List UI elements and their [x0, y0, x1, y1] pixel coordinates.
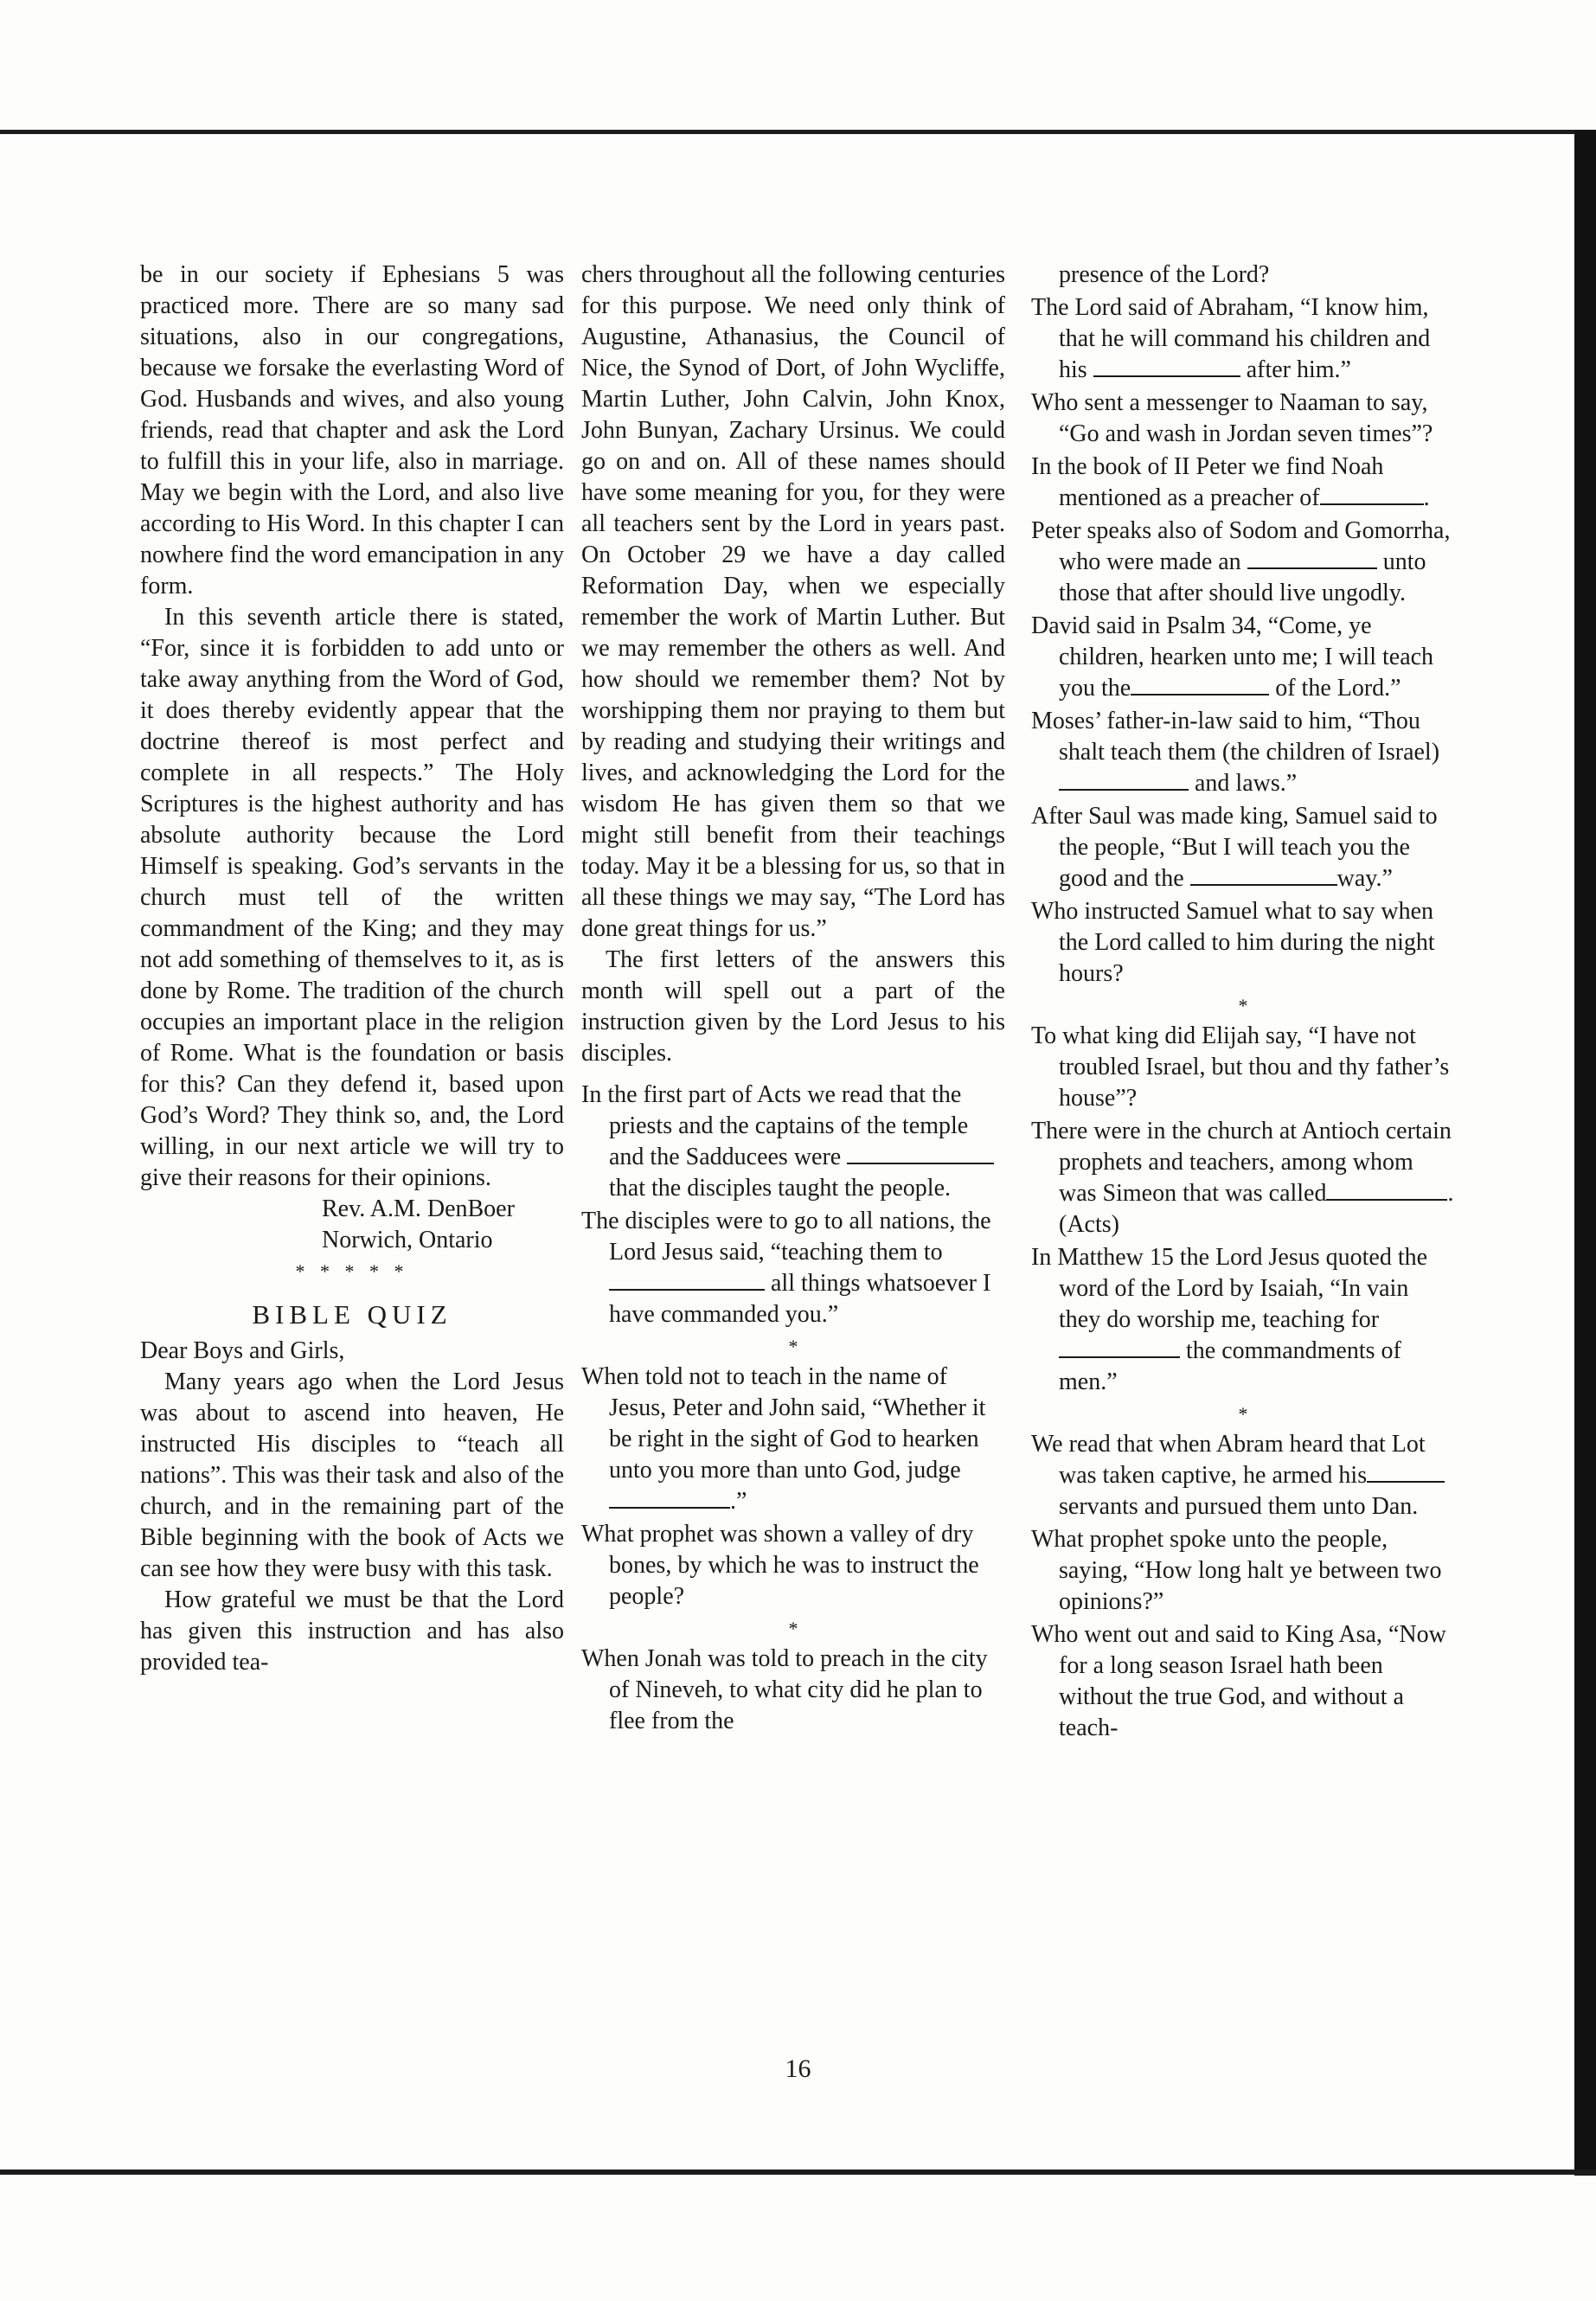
section-divider: * * * * *: [295, 1260, 409, 1282]
answer-blank: [1326, 1183, 1447, 1201]
quiz-question: When Jonah was told to preach in the city of Nineveh, to what city did he plan to flee from the: [581, 1645, 988, 1734]
column-3: [1031, 260, 1455, 1746]
quiz-question: Moses’ father-in-law said to him, “Thou shalt teach them (the children of Israel) and laws.”: [1031, 708, 1440, 797]
quiz-question: What prophet spoke unto the people, saying, “How long halt ye between two opinions?”: [1031, 1526, 1442, 1615]
quiz-question: After Saul was made king, Samuel said to the people, “But I will teach you the good and the way.”: [1031, 803, 1438, 892]
question-separator: *: [788, 1336, 798, 1357]
top-border: [0, 130, 1596, 134]
answer-blank: [609, 1491, 730, 1509]
question-separator: *: [1238, 1403, 1248, 1425]
author-name: Rev. A.M. DenBoer: [322, 1195, 515, 1222]
answer-blank: [1247, 552, 1377, 569]
quiz-question: The disciples were to go to all nations, the Lord Jesus said, “teaching them to all things whatsoever I have commanded you.”: [581, 1208, 991, 1328]
quiz-instructions: The first letters of the answers this month will spell out a part of the instruction given by the Lord Jesus to his disciples.: [581, 946, 1005, 1067]
bottom-border: [0, 2170, 1596, 2175]
quiz-intro-paragraph: How grateful we must be that the Lord has given this instruction and has also provided tea-: [140, 1586, 564, 1676]
column-1: [140, 260, 564, 1678]
question-separator: *: [1238, 995, 1248, 1016]
answer-blank: [1093, 360, 1240, 377]
quiz-question: In the book of II Peter we find Noah mentioned as a preacher of .: [1031, 453, 1430, 511]
quiz-intro-paragraph: chers throughout all the following centuries for this purpose. We need only think of Augustine, Athanasius, the Council of Nice, the Synod of Dort, of John Wycliffe, Martin Luther, John Calvin, John Knox, John Bunyan, Zachary Ursinus. We could go on and on. All of these names should have some meaning for you, for they were all teachers sent by the Lord in years past. On October 29 we have a day called Reformation Day, when we especially remember the work of Martin Luther. But we may remember the others as well. And how should we remember them? Not by worshipping them nor praying to them but by reading and studying their writings and lives, and acknowledging the Lord for the wisdom He has given them so that we might still benefit from their teachings today. May it be a blessing for us, so that in all these things we may say, “The Lord has done great things for us.”: [581, 261, 1005, 942]
right-border: [1574, 130, 1596, 2176]
quiz-question: David said in Psalm 34, “Come, ye children, hearken unto me; I will teach you the of the Lord.”: [1031, 612, 1434, 702]
answer-blank: [1131, 678, 1269, 695]
quiz-intro-paragraph: Many years ago when the Lord Jesus was about to ascend into heaven, He instructed His disciples to “teach all nations”. This was their task and also of the church, and in the remaining part of the Bible beginning with the book of Acts we can see how they were busy with this task.: [140, 1368, 564, 1582]
quiz-question: Who went out and said to King Asa, “Now for a long season Israel hath been without the true God, and without a teach-: [1031, 1621, 1446, 1741]
quiz-question: The Lord said of Abraham, “I know him, that he will command his children and his after him.”: [1031, 294, 1431, 383]
quiz-question: Who instructed Samuel what to say when the Lord called to him during the night hours?: [1031, 898, 1435, 987]
quiz-question: Who sent a messenger to Naaman to say, “Go and wash in Jordan seven times”?: [1031, 389, 1433, 447]
answer-blank: [1367, 1465, 1445, 1483]
quiz-question-continued: presence of the Lord?: [1059, 261, 1270, 288]
greeting: Dear Boys and Girls,: [140, 1337, 345, 1364]
page-number: 16: [785, 2054, 811, 2083]
article-paragraph: In this seventh article there is stated, “For, since it is forbidden to add unto or take away anything from the Word of God, it does thereby evidently appear that the doctrine thereof is most perfect and complete in all respects.” The Holy Scriptures is the highest authority and has absolute authority because the Lord Himself is speaking. God’s servants in the church must tell of the written commandment of the King; and they may not add something of themselves to it, as is done by Rome. The tradition of the church occupies an important place in the religion of Rome. What is the foundation or basis for this? Can they defend it, based upon God’s Word? They think so, and, the Lord willing, in our next article we will try to give their reasons for their opinions.: [140, 604, 564, 1191]
answer-blank: [1059, 1341, 1180, 1358]
question-separator: *: [788, 1618, 798, 1639]
article-paragraph: be in our society if Ephesians 5 was practiced more. There are so many sad situations, also in our congregations, because we forsake the everlasting Word of God. Husbands and wives, and also young friends, read that chapter and ask the Lord to fulfill this in your life, also in marriage. May we begin with the Lord, and also live according to His Word. In this chapter I can nowhere find the word emancipation in any form.: [140, 261, 564, 599]
answer-blank: [847, 1147, 994, 1164]
section-heading: BIBLE QUIZ: [252, 1299, 452, 1330]
quiz-question: In the first part of Acts we read that the priests and the captains of the temple and the Sadducees were that the disciples taught the people.: [581, 1080, 1005, 1204]
quiz-question: What prophet was shown a valley of dry bones, by which he was to instruct the people?: [581, 1521, 979, 1610]
quiz-question: When told not to teach in the name of Jesus, Peter and John said, “Whether it be right in the sight of God to hearken unto you more than unto God, judge.”: [581, 1363, 986, 1515]
column-2: [581, 260, 1005, 1739]
answer-blank: [1320, 488, 1424, 505]
quiz-question: We read that when Abram heard that Lot was taken captive, he armed hisservants and pursued them unto Dan.: [1031, 1429, 1455, 1522]
quiz-question: In Matthew 15 the Lord Jesus quoted the word of the Lord by Isaiah, “In vain they do worship me, teaching for the commandments of men.”: [1031, 1244, 1428, 1395]
quiz-question: There were in the church at Antioch certain prophets and teachers, among whom was Simeon that was called . (Acts): [1031, 1118, 1454, 1238]
answer-blank: [1190, 868, 1337, 886]
answer-blank: [609, 1273, 765, 1291]
answer-blank: [1059, 773, 1189, 791]
quiz-question: Peter speaks also of Sodom and Gomorrha, who were made an unto those that after should live ungodly.: [1031, 517, 1451, 606]
author-location: Norwich, Ontario: [322, 1227, 493, 1253]
quiz-question: To what king did Elijah say, “I have not troubled Israel, but thou and thy father’s house”?: [1031, 1022, 1450, 1112]
